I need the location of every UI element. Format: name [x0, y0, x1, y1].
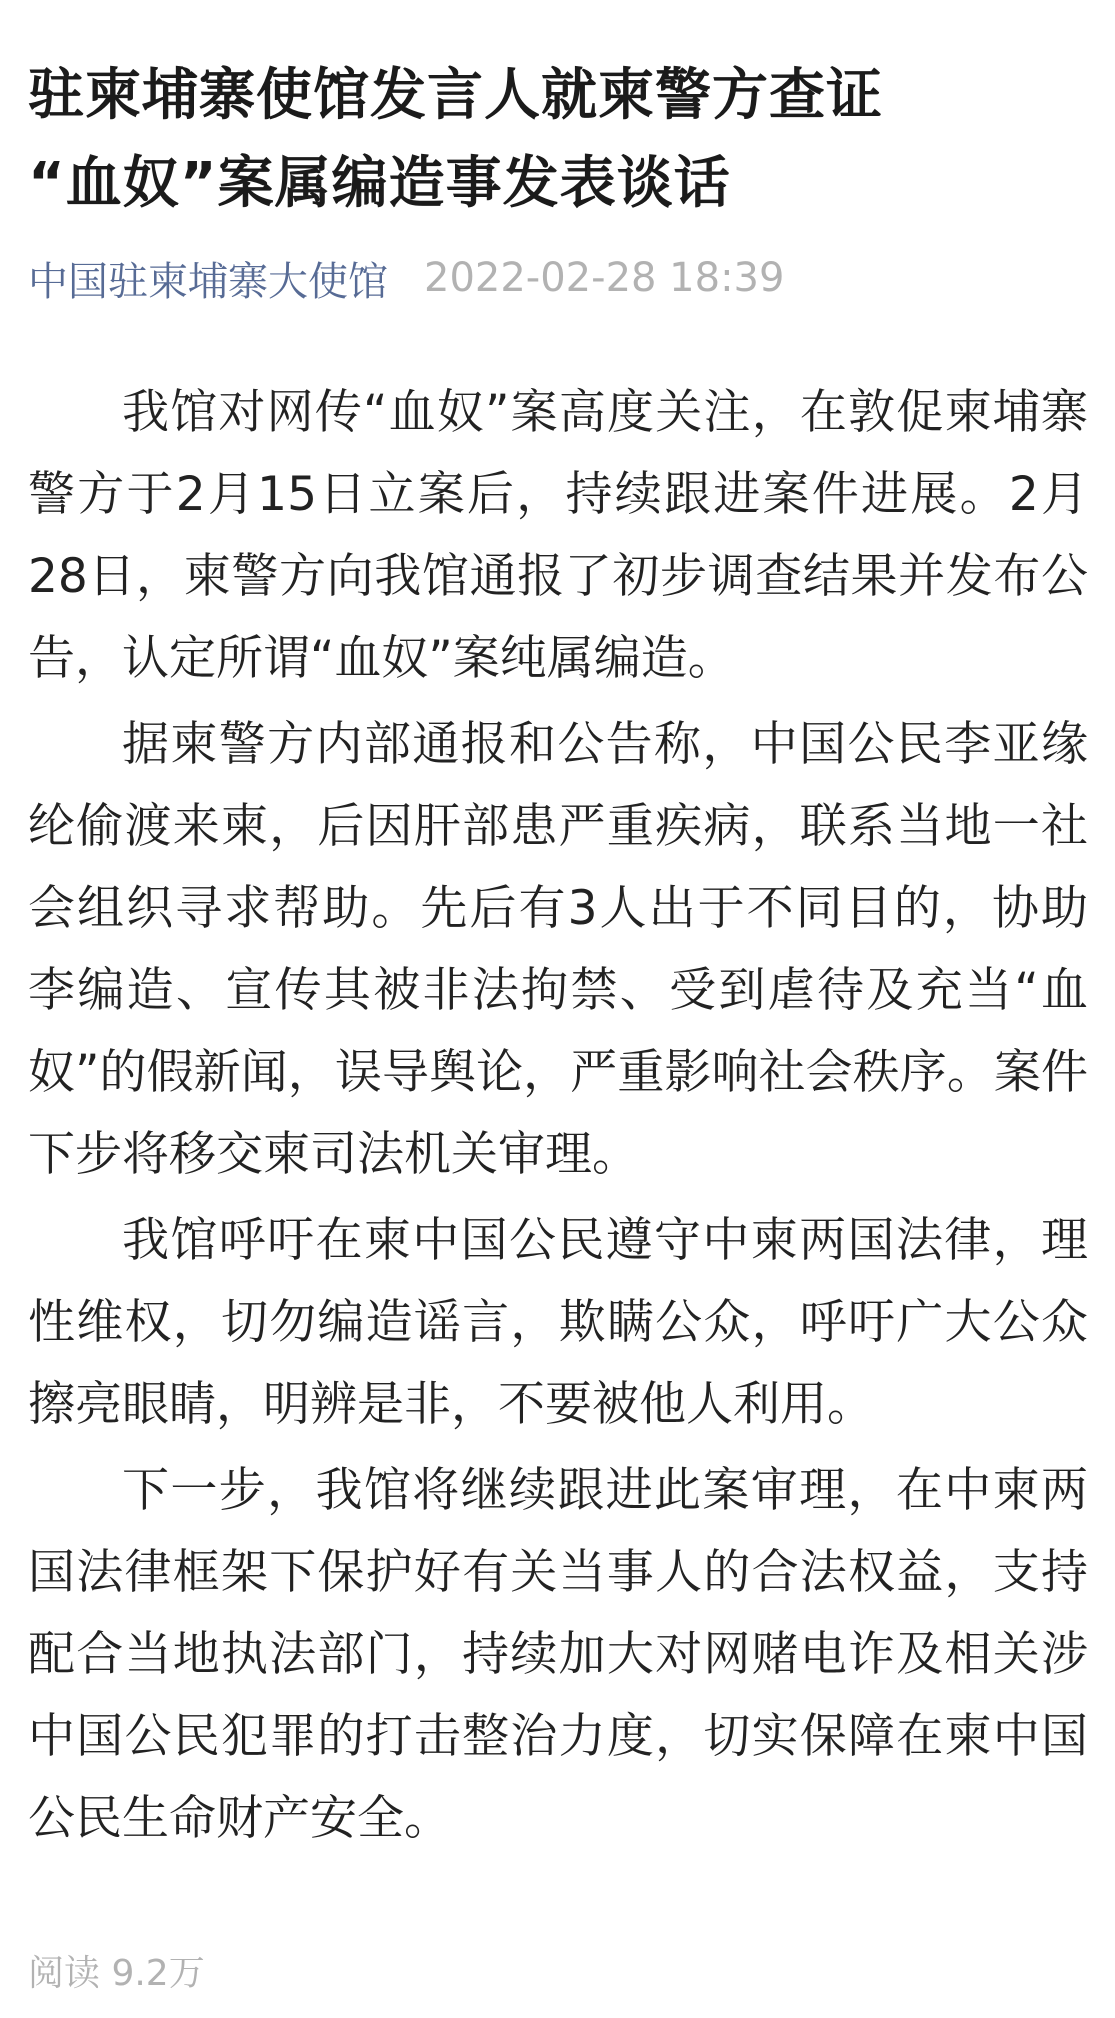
- article-body: [28, 372, 1088, 1860]
- publish-datetime: 2022-02-28 18:39: [424, 255, 785, 301]
- read-count: 阅读 9.2万: [28, 1953, 205, 1994]
- paragraph-2: 据柬警方内部通报和公告称，中国公民李亚缘纶偷渡来柬，后因肝部患严重疾病，联系当地一社会组织寻求帮助。先后有3人出于不同目的，协助李编造、宣传其被非法拘禁、受到虐待及充当“血奴”的假新闻，误导舆论，严重影响社会秩序。案件下步将移交柬司法机关审理。: [28, 717, 1088, 1182]
- article-title-line-1: 驻柬埔寨使馆发言人就柬警方查证: [28, 63, 883, 128]
- account-name-link[interactable]: 中国驻柬埔寨大使馆: [28, 258, 388, 305]
- article-meta: [28, 250, 1088, 306]
- article: [28, 52, 1088, 1864]
- paragraph-1: 我馆对网传“血奴”案高度关注，在敦促柬埔寨警方于2月15日立案后，持续跟进案件进展。2月28日，柬警方向我馆通报了初步调查结果并发布公告，认定所谓“血奴”案纯属编造。: [28, 385, 1088, 686]
- paragraph-3: 我馆呼吁在柬中国公民遵守中柬两国法律，理性维权，切勿编造谣言，欺瞒公众，呼吁广大公众擦亮眼睛，明辨是非，不要被他人利用。: [28, 1213, 1088, 1432]
- paragraph-4: 下一步，我馆将继续跟进此案审理，在中柬两国法律框架下保护好有关当事人的合法权益，支持配合当地执法部门，持续加大对网赌电诈及相关涉中国公民犯罪的打击整治力度，切实保障在柬中国公民生命财产安全。: [28, 1463, 1088, 1846]
- article-title-line-2: “血奴”案属编造事发表谈话: [28, 151, 731, 216]
- article-title: [28, 52, 1088, 228]
